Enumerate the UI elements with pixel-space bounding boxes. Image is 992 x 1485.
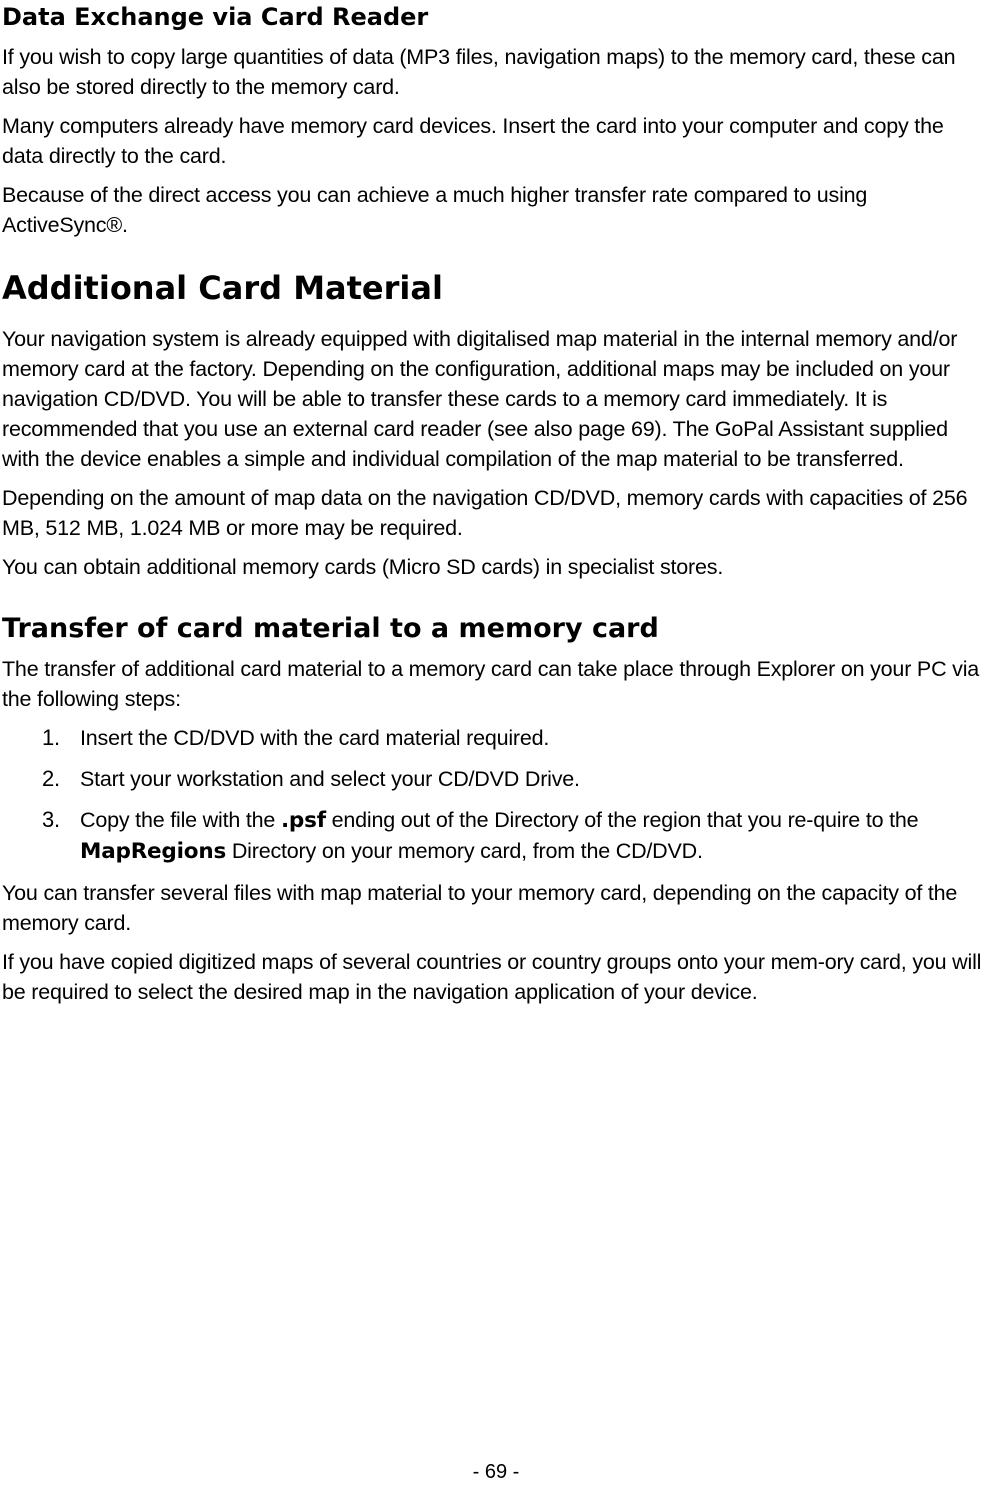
paragraph: You can obtain additional memory cards (Micro SD cards) in specialist stores. — [2, 555, 724, 579]
section-data-exchange — [2, 2, 990, 240]
step-text: Start your workstation and select your CD/DVD Drive. — [80, 767, 580, 791]
directory-name-term: MapRegions — [80, 839, 227, 864]
step-number: 2. — [42, 766, 60, 791]
paragraph: You can transfer several files with map material to your memory card, depending on the capacity of the memory card. — [2, 881, 958, 935]
file-extension-term: .psf — [280, 808, 326, 833]
step-number: 1. — [42, 725, 60, 750]
steps-list — [2, 723, 990, 867]
page-number: - 69 - — [472, 1461, 520, 1483]
section-heading-additional-card-material: Additional Card Material — [2, 269, 443, 307]
paragraph: If you wish to copy large quantities of data (MP3 files, navigation maps) to the memory card, these can also be stored directly to the memory card. — [2, 45, 956, 99]
step-number: 3. — [42, 807, 60, 832]
step-text: Copy the file with the — [80, 808, 281, 832]
section-heading-data-exchange: Data Exchange via Card Reader — [2, 3, 429, 31]
section-additional-card-material — [2, 268, 990, 582]
page-content — [2, 0, 990, 1016]
paragraph: If you have copied digitized maps of several countries or country groups onto your mem-ory card, you will be required to select the desired map in the navigation application of your device. — [2, 950, 982, 1004]
paragraph: Your navigation system is already equipped with digitalised map material in the internal memory and/or memory card at the factory. Depending on the configuration, additional maps may be included on your navigation CD/DVD. You will be able to transfer these cards to a memory card immediately. It is recommended that you use an external card reader (see also page 69). The GoPal Assistant supplied with the device enables a simple and individual compilation of the map material to be transferred. — [2, 327, 958, 471]
step-text: Directory on your memory card, from the CD/DVD. — [226, 839, 703, 863]
list-item-step-3 — [2, 805, 990, 867]
list-item-step-2 — [2, 764, 990, 794]
section-transfer-card-material — [2, 612, 990, 1007]
paragraph: Many computers already have memory card devices. Insert the card into your computer and copy the data directly to the card. — [2, 114, 944, 168]
paragraph: Because of the direct access you can achieve a much higher transfer rate compared to using ActiveSync®. — [2, 183, 868, 237]
paragraph-intro: The transfer of additional card material to a memory card can take place through Explorer on your PC via the following steps: — [2, 657, 980, 711]
step-text: ending out of the Directory of the region that you re-quire to the — [325, 808, 919, 832]
step-text: Insert the CD/DVD with the card material required. — [80, 726, 550, 750]
paragraph: Depending on the amount of map data on the navigation CD/DVD, memory cards with capacities of 256 MB, 512 MB, 1.024 MB or more may be required. — [2, 486, 968, 540]
list-item-step-1 — [2, 723, 990, 753]
section-heading-transfer: Transfer of card material to a memory card — [2, 613, 659, 644]
